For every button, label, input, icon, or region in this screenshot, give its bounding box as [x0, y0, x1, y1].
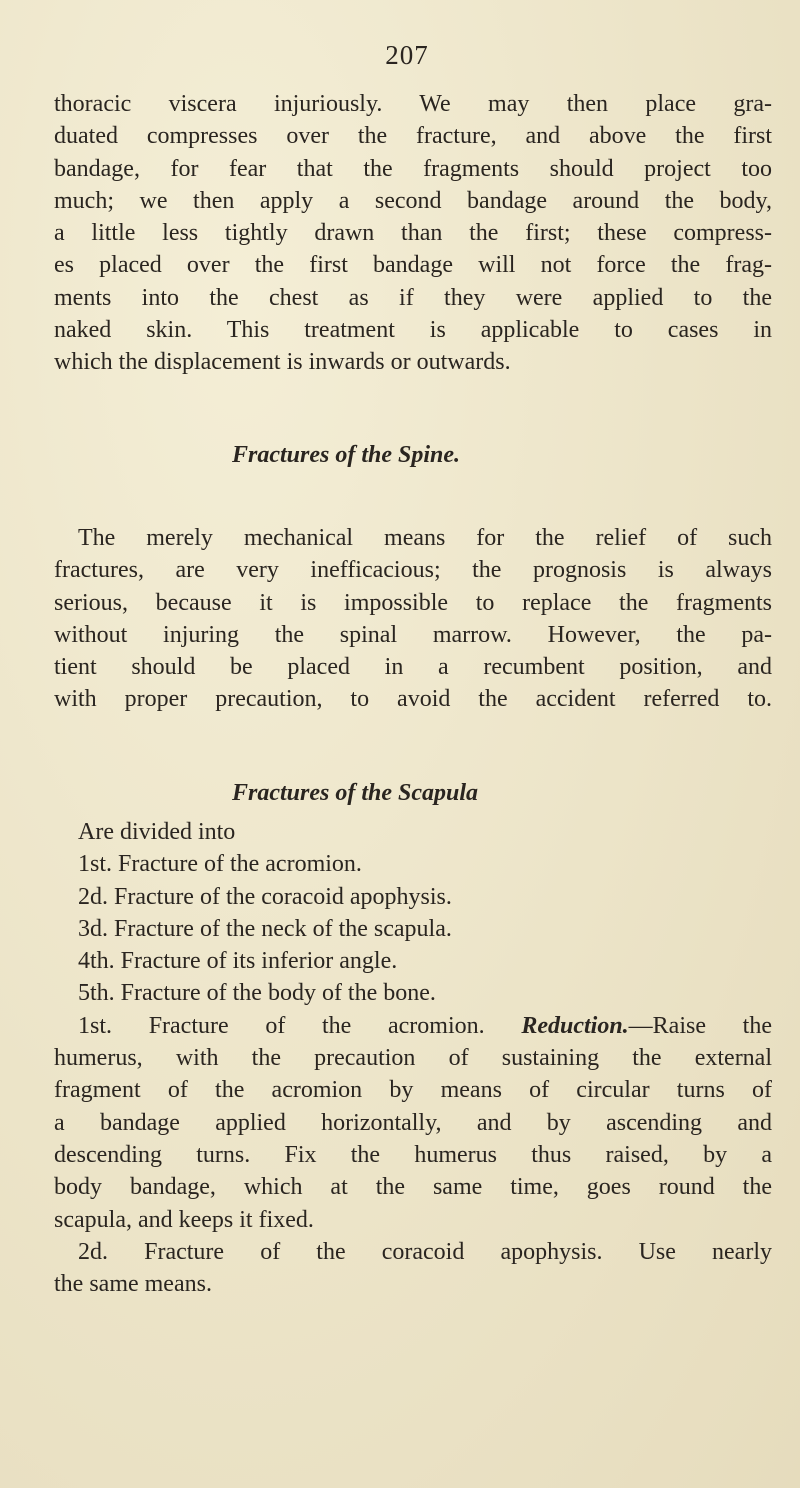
reduction-term: Reduction. — [521, 1012, 629, 1039]
text-line: ments into the chest as if they were applied to the — [54, 284, 772, 311]
text-line: descending turns. Fix the humerus thus raised, by a — [54, 1141, 772, 1168]
text-line: a little less tightly drawn than the first; these compress- — [54, 220, 772, 247]
reduction-tail: —Raise the — [628, 1012, 772, 1039]
text-line: much; we then apply a second bandage around the body, — [54, 187, 772, 214]
list-item: 2d. Fracture of the coracoid apophysis. — [78, 883, 452, 910]
text-line: es placed over the first bandage will not force the frag- — [54, 252, 772, 279]
text-line: the same means. — [54, 1271, 212, 1298]
text-line: naked skin. This treatment is applicable to cases in — [54, 317, 772, 344]
text-line-reduction — [54, 1010, 772, 1042]
text-line: bandage, for fear that the fragments should project too — [54, 155, 772, 182]
paragraph-spine — [54, 522, 772, 716]
list-item: 4th. Fracture of its inferior angle. — [78, 948, 398, 975]
text-line: fractures, are very inefficacious; the prognosis is always — [54, 557, 772, 584]
paragraph-thoracic — [54, 88, 772, 379]
text-line: thoracic viscera injuriously. We may then place gra- — [54, 91, 772, 117]
text-line: serious, because it is impossible to replace the fragments — [54, 589, 772, 616]
list-item: 5th. Fracture of the body of the bone. — [78, 980, 436, 1007]
heading-fractures-scapula: Fractures of the Scapula — [232, 780, 479, 806]
heading-fractures-spine: Fractures of the Spine. — [232, 442, 461, 468]
reduction-lead: 1st. Fracture of the acromion. — [78, 1012, 485, 1039]
text-line: tient should be placed in a recumbent position, and — [54, 654, 772, 681]
list-intro: Are divided into — [78, 819, 236, 845]
list-item: 3d. Fracture of the neck of the scapula. — [78, 915, 452, 942]
text-line: The merely mechanical means for the relief of such — [78, 525, 772, 551]
text-line: duated compresses over the fracture, and above the first — [54, 123, 772, 150]
text-line: body bandage, which at the same time, goes round the — [54, 1174, 772, 1201]
text-line: a bandage applied horizontally, and by ascending and — [54, 1109, 772, 1136]
text-line: with proper precaution, to avoid the accident referred to. — [54, 686, 772, 713]
text-line: 2d. Fracture of the coracoid apophysis. Use nearly — [78, 1238, 772, 1265]
text-line: without injuring the spinal marrow. However, the pa- — [54, 621, 772, 648]
text-line: humerus, with the precaution of sustaining the external — [54, 1045, 772, 1072]
scapula-list-section — [54, 816, 772, 1300]
page-number: 207 — [385, 40, 429, 70]
text-line: fragment of the acromion by means of circular turns of — [54, 1077, 772, 1104]
text-line: which the displacement is inwards or outwards. — [54, 349, 511, 376]
list-item: 1st. Fracture of the acromion. — [78, 851, 362, 878]
text-line: scapula, and keeps it fixed. — [54, 1206, 314, 1233]
